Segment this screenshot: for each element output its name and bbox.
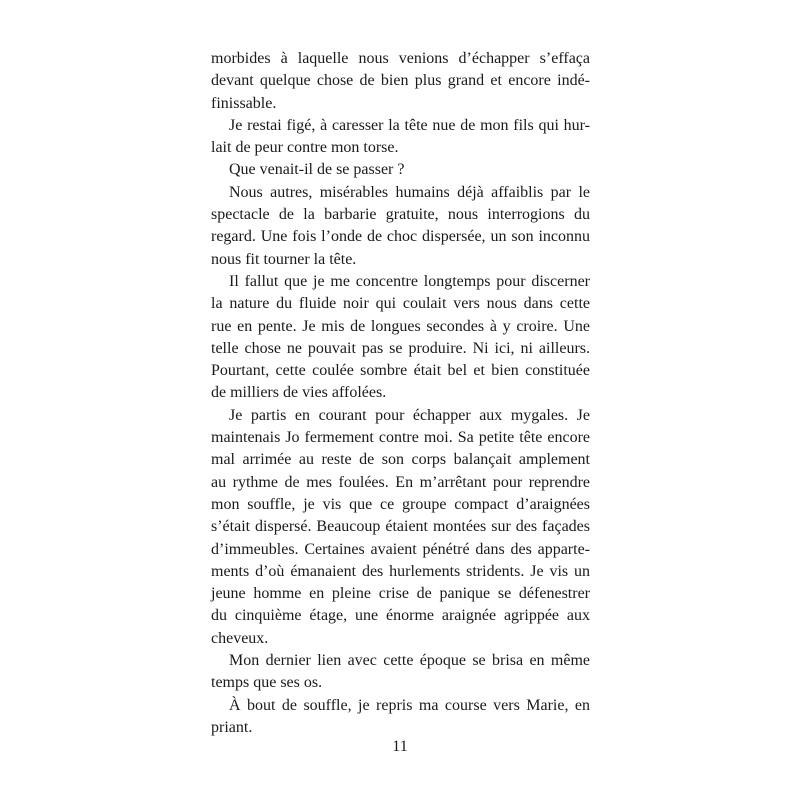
text-line: À bout de souffle, je repris ma course vers Marie, en [229,696,590,714]
text-line: finissable. [211,94,277,112]
text-line: Il fallut que je me concentre longtemps pour discerner [229,272,590,290]
text-line: ments d’où émanaient des hurlements stridents. Je vis un [211,562,590,580]
text-line: mon souffle, je vis que ce groupe compact d’araignées [211,495,590,513]
text-line: regard. Une fois l’onde de choc dispersée, un son inconnu [211,228,590,246]
text-line: Mon dernier lien avec cette époque se brisa en même [229,652,590,670]
text-line: Je restai figé, à caresser la tête nue de mon fils qui hur- [229,116,590,134]
text-line: Pourtant, cette coulée sombre était bel et bien constituée [211,362,590,380]
text-line: Nous autres, misérables humains déjà affaiblis par le [229,183,590,201]
text-line: spectacle de la barbarie gratuite, nous interrogions du [211,206,590,224]
text-line: s’était dispersé. Beaucoup étaient montées sur des façades [211,518,590,536]
text-line: jeune homme en pleine crise de panique se défenestrer [211,585,590,603]
text-line: du cinquième étage, une énorme araignée agrippée aux [211,607,590,625]
text-line: rue en pente. Je mis de longues secondes à y croire. Une [211,317,590,335]
text-line: mal arrimée au reste de son corps balançait amplement [211,451,590,469]
text-line: temps que ses os. [211,674,323,692]
text-line: de milliers de vies affolées. [211,384,387,402]
text-line: telle chose ne pouvait pas se produire. Ni ici, ni ailleurs. [211,339,590,357]
text-line: au rythme de mes foulées. En m’arrêtant pour reprendre [211,473,590,491]
text-line: devant quelque chose de bien plus grand et encore indé- [211,72,590,90]
text-line: lait de peur contre mon torse. [211,139,399,157]
text-line: maintenais Jo fermement contre moi. Sa petite tête encore [211,429,590,447]
text-line: nous fit tourner la tête. [211,250,357,268]
text-line: priant. [211,718,253,736]
text-line: cheveux. [211,629,269,647]
text-line: d’immeubles. Certaines avaient pénétré dans des apparte- [211,540,590,558]
text-line: morbides à laquelle nous venions d’échapper s’effaça [211,50,590,67]
text-line: Que venait-il de se passer ? [229,161,405,179]
text-line: Je partis en courant pour échapper aux mygales. Je [229,406,590,424]
page-number: 11 [392,738,408,755]
body-text [211,48,590,739]
text-line: la nature du fluide noir qui coulait vers nous dans cette [211,295,590,313]
